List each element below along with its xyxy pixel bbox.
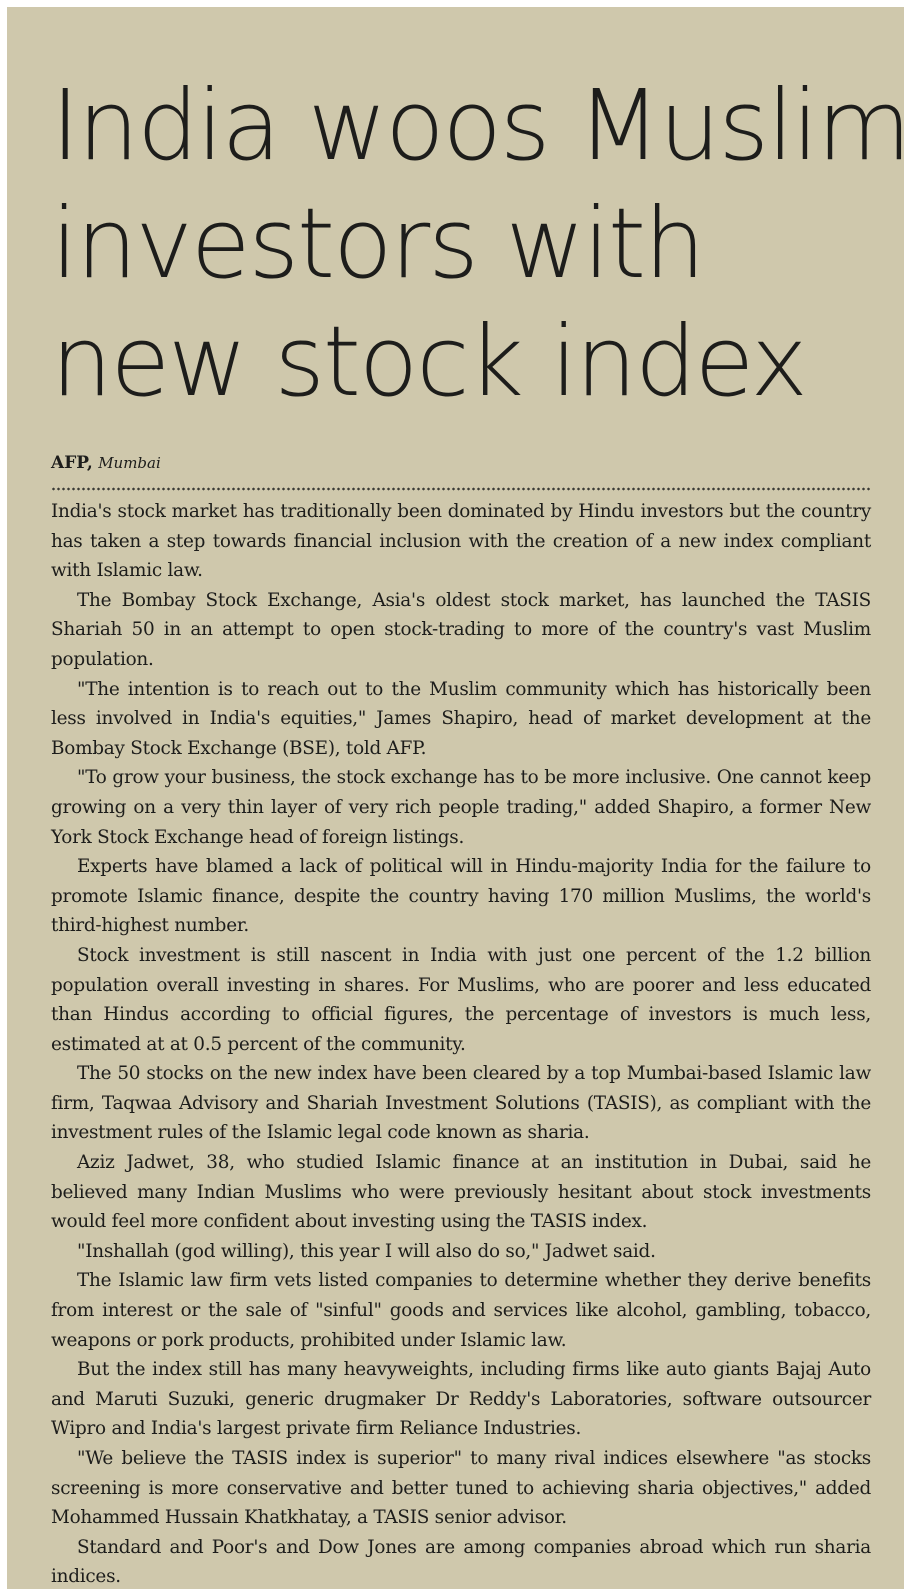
paragraph: The Bombay Stock Exchange, Asia's oldest stock market, has launched the TASIS Shariah 50 in an attempt to open stock-trading to more of the country's vast Muslim population. [51,589,871,670]
headline-line: India woos Muslim [51,69,910,182]
paragraph: "To grow your business, the stock exchange has to be more inclusive. One cannot keep growing on a very thin layer of very rich people trading," added Shapiro, a former New York Stock Exchange head of foreign listings. [51,767,871,848]
paragraph: But the index still has many heavyweights, including firms like auto giants Bajaj Auto and Maruti Suzuki, generic drugmaker Dr Reddy's Laboratories, software outsourcer Wipro and India's largest private firm Reliance Industries. [51,1359,871,1440]
headline-line: investors with [51,187,704,300]
paragraph: Stock investment is still nascent in India with just one percent of the 1.2 billion population overall investing in shares. For Muslims, who are poorer and less educated than Hindus according to official figures, the percentage of investors is much less, estimated at at 0.5 percent of the community. [51,944,871,1055]
headline-line: new stock index [51,305,806,418]
paragraph: India's stock market has traditionally been dominated by Hindu investors but the country has taken a step towards financial inclusion with the creation of a new index compliant with Islamic law. [51,501,871,582]
article-body [51,497,871,1592]
paragraph: "The intention is to reach out to the Muslim community which has historically been less involved in India's equities," James Shapiro, head of market development at the Bombay Stock Exchange (BSE), told AFP. [51,678,871,759]
headline [51,67,910,421]
dotted-divider [51,487,871,491]
paragraph: "We believe the TASIS index is superior" to many rival indices elsewhere "as stocks screening is more conservative and better tuned to achieving sharia objectives," added Mohammed Hussain Khatkhatay, a TASIS senior advisor. [51,1448,871,1529]
paragraph: The Islamic law firm vets listed companies to determine whether they derive benefits from interest or the sale of "sinful" goods and services like alcohol, gambling, tobacco, weapons or pork products, prohibited under Islamic law. [51,1270,871,1351]
byline-agency: AFP, [51,453,93,473]
news-article [7,7,910,1589]
byline [51,453,860,475]
paragraph: The 50 stocks on the new index have been cleared by a top Mumbai-based Islamic law firm, Taqwaa Advisory and Shariah Investment Solutions (TASIS), as compliant with the investment rules of the Islamic legal code known as sharia. [51,1063,871,1144]
byline-place: Mumbai [98,454,161,472]
paragraph: Experts have blamed a lack of political will in Hindu-majority India for the failure to promote Islamic finance, despite the country having 170 million Muslims, the world's third-highest number. [51,856,871,937]
paragraph: "Inshallah (god willing), this year I will also do so," Jadwet said. [77,1240,656,1262]
paragraph: Aziz Jadwet, 38, who studied Islamic finance at an institution in Dubai, said he believed many Indian Muslims who were previously hesitant about stock investments would feel more confident about investing using the TASIS index. [51,1152,871,1233]
paragraph: Standard and Poor's and Dow Jones are among companies abroad which run sharia indices. [51,1536,871,1588]
